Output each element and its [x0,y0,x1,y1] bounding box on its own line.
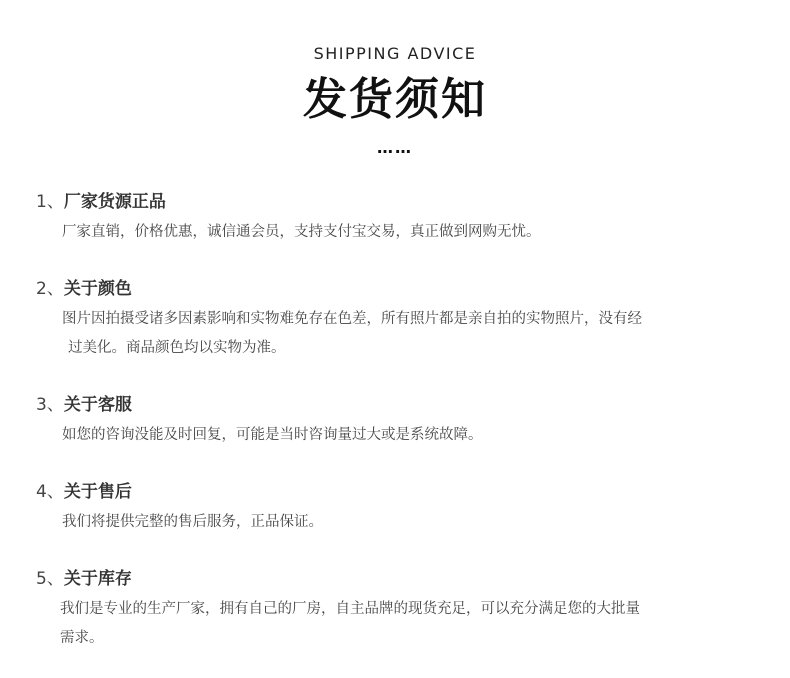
section-text-line: 需求。 [60,630,104,646]
section-text-line: 图片因拍摄受诸多因素影响和实物难免存在色差，所有照片都是亲自拍的实物照片，没有经 [62,311,642,327]
section-number: 5、 [36,569,64,589]
section-heading [36,190,766,214]
section-heading [36,480,766,504]
section-body [36,595,760,653]
section-title: 关于库存 [63,569,132,589]
section-factory-source [36,190,766,247]
section-title: 厂家货源正品 [63,192,166,212]
decorative-dots: …… [377,138,413,157]
section-number: 2、 [36,279,64,299]
section-color [36,277,766,363]
section-text-line: 我们是专业的生产厂家，拥有自己的厂房，自主品牌的现货充足，可以充分满足您的大批量 [60,601,640,617]
section-customer-service [36,393,766,450]
section-body [36,305,762,363]
section-title: 关于颜色 [63,279,132,299]
page-subtitle: SHIPPING ADVICE [313,44,477,63]
section-title: 关于客服 [63,395,132,415]
section-number: 1、 [36,192,64,212]
section-body [36,508,762,537]
section-body [36,218,762,247]
section-title: 关于售后 [63,482,132,502]
section-text-line: 过美化。商品颜色均以实物为准。 [68,340,286,356]
section-text-line: 如您的咨询没能及时回复，可能是当时咨询量过大或是系统故障。 [62,427,483,443]
section-heading [36,567,766,591]
section-after-sales [36,480,766,537]
section-inventory [36,567,766,653]
section-heading [36,277,766,301]
section-body [36,421,762,450]
section-number: 3、 [36,395,64,415]
section-heading [36,393,766,417]
section-text-line: 厂家直销，价格优惠，诚信通会员，支持支付宝交易，真正做到网购无忧。 [62,224,541,240]
section-number: 4、 [36,482,64,502]
section-text-line: 我们将提供完整的售后服务，正品保证。 [62,514,323,530]
page-title: 发货须知 [303,74,487,125]
